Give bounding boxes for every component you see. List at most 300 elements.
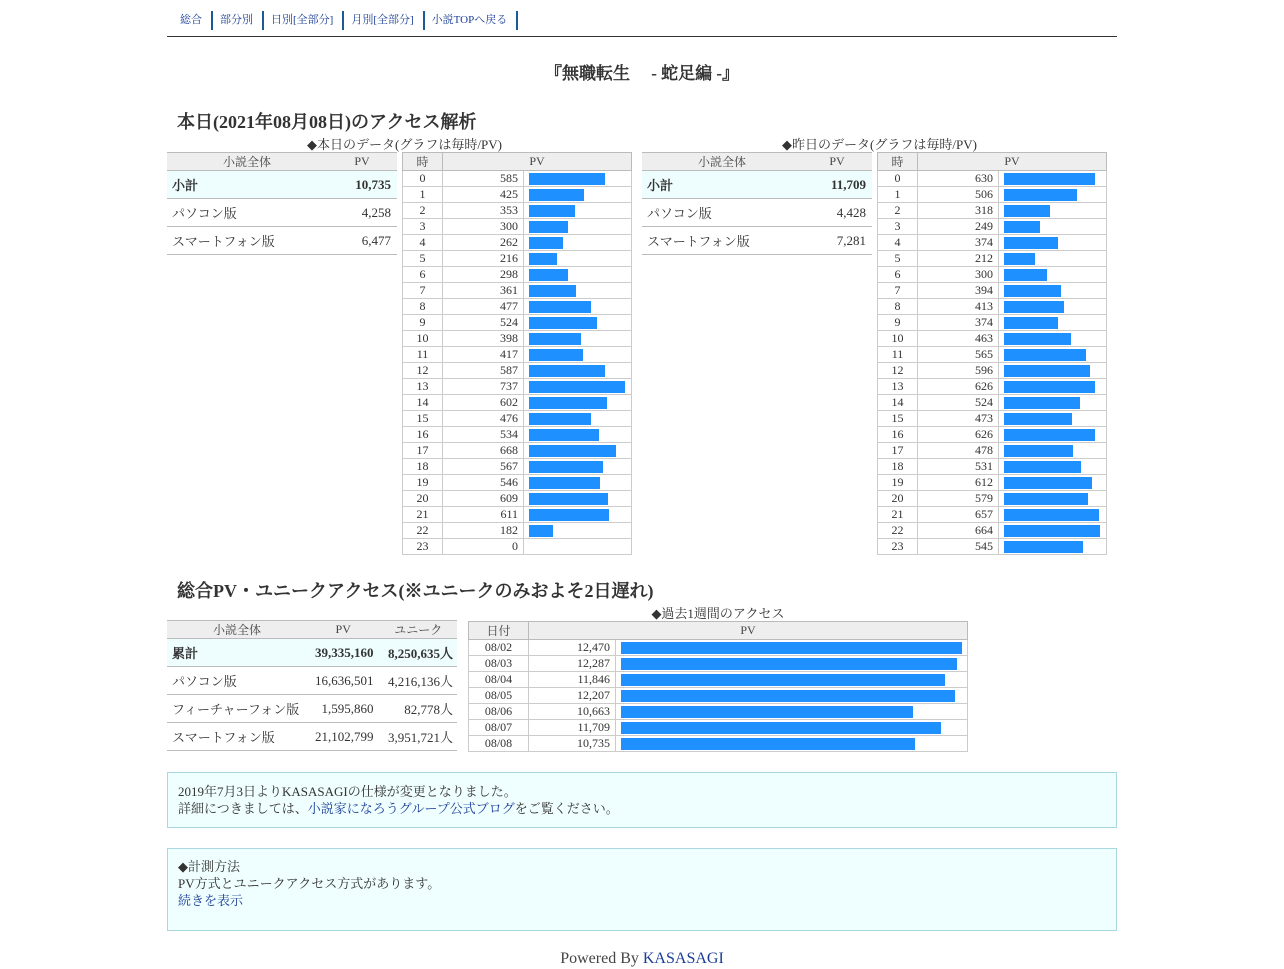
hour-cell: 08/07	[469, 720, 529, 736]
pv-cell: 524	[918, 395, 999, 411]
total-row	[167, 667, 457, 695]
hourly-row	[403, 427, 632, 443]
pv-cell: 668	[443, 443, 524, 459]
hour-cell: 7	[403, 283, 443, 299]
hour-cell: 19	[403, 475, 443, 491]
today-hourly-table	[402, 152, 632, 555]
pv-cell: 478	[918, 443, 999, 459]
pv-bar	[529, 509, 609, 521]
summary-cell: 11,709	[802, 171, 872, 199]
pv-bar	[529, 493, 608, 505]
total-row	[167, 639, 457, 667]
summary-cell: 小計	[642, 171, 802, 199]
nav-link-3[interactable]: 月別[全部分]	[344, 11, 424, 30]
today-heading: 本日(2021年08月08日)のアクセス解析	[177, 112, 477, 132]
bar-cell	[999, 251, 1107, 267]
pv-cell: 596	[918, 363, 999, 379]
pv-bar	[529, 445, 616, 457]
hour-cell: 6	[878, 267, 918, 283]
method-box	[167, 848, 1117, 931]
total-header-cell: 小説全体	[167, 621, 307, 639]
pv-bar	[1004, 285, 1061, 297]
hour-cell: 8	[878, 299, 918, 315]
hourly-header-row	[469, 622, 968, 640]
bar-cell	[524, 363, 632, 379]
notice-line2	[178, 800, 1106, 817]
pv-bar	[621, 690, 955, 702]
total-header-row	[167, 621, 457, 639]
pv-bar	[529, 365, 605, 377]
pv-cell: 398	[443, 331, 524, 347]
pv-bar	[529, 189, 584, 201]
hour-cell: 3	[403, 219, 443, 235]
total-table	[167, 620, 457, 751]
pv-bar	[1004, 509, 1099, 521]
hourly-row	[403, 299, 632, 315]
hourly-row	[403, 251, 632, 267]
hour-cell: 17	[403, 443, 443, 459]
summary-cell: 小計	[167, 171, 327, 199]
hourly-row	[469, 640, 968, 656]
kasasagi-link[interactable]: KASASAGI	[642, 950, 724, 967]
yesterday-summary-table	[642, 152, 872, 255]
hourly-row	[403, 235, 632, 251]
total-cell: 3,951,721人	[379, 723, 457, 751]
pv-bar	[621, 722, 941, 734]
hour-cell: 15	[403, 411, 443, 427]
nav-link-2[interactable]: 日別[全部分]	[264, 11, 344, 30]
hourly-row	[403, 347, 632, 363]
hourly-row	[878, 411, 1107, 427]
pv-cell: 249	[918, 219, 999, 235]
hourly-row	[403, 315, 632, 331]
bar-cell	[999, 219, 1107, 235]
bar-cell	[524, 507, 632, 523]
bar-cell	[524, 187, 632, 203]
pv-cell: 506	[918, 187, 999, 203]
pv-cell: 12,207	[529, 688, 616, 704]
hour-cell: 18	[403, 459, 443, 475]
pv-bar	[529, 461, 603, 473]
pv-cell: 463	[918, 331, 999, 347]
bar-cell	[524, 475, 632, 491]
bar-cell	[524, 203, 632, 219]
footer	[167, 950, 1117, 968]
pv-bar	[1004, 173, 1095, 185]
bar-cell	[524, 411, 632, 427]
bar-cell	[524, 331, 632, 347]
pv-cell: 630	[918, 171, 999, 187]
hour-cell: 2	[878, 203, 918, 219]
notice-line1: 2019年7月3日よりKASASAGIの仕様が変更となりました。	[178, 784, 517, 799]
pv-cell: 12,287	[529, 656, 616, 672]
bar-cell	[524, 379, 632, 395]
pv-cell: 626	[918, 427, 999, 443]
pv-bar	[529, 301, 591, 313]
yesterday-hourly-table	[877, 152, 1107, 555]
bar-cell	[524, 283, 632, 299]
hour-cell: 08/03	[469, 656, 529, 672]
bar-cell	[999, 347, 1107, 363]
pv-cell: 300	[443, 219, 524, 235]
pv-cell: 11,846	[529, 672, 616, 688]
bar-cell	[616, 656, 968, 672]
bar-cell	[999, 235, 1107, 251]
hour-cell: 9	[403, 315, 443, 331]
hourly-row	[878, 267, 1107, 283]
summary-cell: スマートフォン版	[642, 227, 802, 255]
nav-link-1[interactable]: 部分別	[213, 11, 264, 30]
hour-cell: 11	[403, 347, 443, 363]
pv-bar	[529, 333, 581, 345]
pv-cell: 182	[443, 523, 524, 539]
nav-link-4[interactable]: 小説TOPへ戻る	[425, 11, 519, 30]
hour-cell: 1	[403, 187, 443, 203]
pv-cell: 546	[443, 475, 524, 491]
hour-cell: 15	[878, 411, 918, 427]
bar-cell	[524, 427, 632, 443]
pv-cell: 476	[443, 411, 524, 427]
hourly-row	[878, 187, 1107, 203]
hourly-row	[403, 283, 632, 299]
hourly-row	[403, 411, 632, 427]
pv-bar	[1004, 189, 1077, 201]
hourly-row	[878, 523, 1107, 539]
hourly-row	[403, 507, 632, 523]
total-cell: 累計	[167, 639, 307, 667]
hour-cell: 13	[403, 379, 443, 395]
bar-cell	[616, 736, 968, 752]
total-header-cell: ユニーク	[379, 621, 457, 639]
hour-cell: 8	[403, 299, 443, 315]
pv-bar	[1004, 301, 1064, 313]
pv-bar	[529, 429, 599, 441]
pv-cell: 318	[918, 203, 999, 219]
hour-cell: 6	[403, 267, 443, 283]
hourly-row	[878, 331, 1107, 347]
total-cell: スマートフォン版	[167, 723, 307, 751]
pv-cell: 417	[443, 347, 524, 363]
notice-text: 詳細につきましては、	[178, 801, 308, 816]
pv-cell: 602	[443, 395, 524, 411]
hourly-row	[878, 379, 1107, 395]
pv-bar	[1004, 365, 1090, 377]
hour-cell: 4	[403, 235, 443, 251]
pv-bar	[1004, 493, 1088, 505]
hourly-row	[878, 459, 1107, 475]
pv-cell: 361	[443, 283, 524, 299]
pv-cell: 534	[443, 427, 524, 443]
bar-cell	[524, 539, 632, 555]
pv-cell: 262	[443, 235, 524, 251]
summary-header-cell: PV	[802, 153, 872, 171]
summary-row	[642, 227, 872, 255]
pv-bar	[529, 413, 591, 425]
bar-cell	[524, 267, 632, 283]
hour-cell: 22	[878, 523, 918, 539]
method-text: PV方式とユニークアクセス方式があります。	[178, 876, 441, 891]
pv-cell: 374	[918, 315, 999, 331]
hour-cell: 21	[878, 507, 918, 523]
total-cell: パソコン版	[167, 667, 307, 695]
bar-cell	[999, 267, 1107, 283]
hourly-row	[878, 475, 1107, 491]
bar-cell	[999, 395, 1107, 411]
bar-cell	[999, 315, 1107, 331]
hour-cell: 19	[878, 475, 918, 491]
bar-cell	[524, 395, 632, 411]
pv-bar	[1004, 205, 1050, 217]
hourly-row	[469, 704, 968, 720]
bar-cell	[999, 523, 1107, 539]
hourly-header-cell: 時	[403, 153, 443, 171]
pv-bar	[529, 173, 605, 185]
pv-cell: 425	[443, 187, 524, 203]
pv-cell: 374	[918, 235, 999, 251]
week-caption: ◆過去1週間のアクセス	[651, 606, 785, 621]
bar-cell	[524, 491, 632, 507]
hourly-header-cell: 日付	[469, 622, 529, 640]
pv-bar	[1004, 429, 1095, 441]
total-cell: フィーチャーフォン版	[167, 695, 307, 723]
pv-bar	[1004, 477, 1092, 489]
bar-cell	[616, 688, 968, 704]
hourly-row	[878, 347, 1107, 363]
pv-cell: 300	[918, 267, 999, 283]
pv-cell: 212	[918, 251, 999, 267]
week-table	[468, 621, 968, 752]
summary-cell: 6,477	[327, 227, 397, 255]
hour-cell: 10	[403, 331, 443, 347]
hour-cell: 12	[878, 363, 918, 379]
hour-cell: 0	[403, 171, 443, 187]
pv-cell: 626	[918, 379, 999, 395]
pv-cell: 611	[443, 507, 524, 523]
pv-bar	[529, 237, 563, 249]
total-cell: 8,250,635人	[379, 639, 457, 667]
nav-link-0[interactable]: 総合	[173, 11, 213, 30]
summary-cell: パソコン版	[167, 199, 327, 227]
hourly-header-cell: PV	[529, 622, 968, 640]
pv-bar	[529, 477, 600, 489]
bar-cell	[999, 539, 1107, 555]
summary-header-cell: 小説全体	[642, 153, 802, 171]
hour-cell: 08/08	[469, 736, 529, 752]
hour-cell: 21	[403, 507, 443, 523]
hourly-row	[469, 656, 968, 672]
total-cell: 4,216,136人	[379, 667, 457, 695]
pv-bar	[529, 317, 597, 329]
hourly-header-cell: PV	[918, 153, 1107, 171]
hour-cell: 11	[878, 347, 918, 363]
pv-bar	[529, 205, 575, 217]
hourly-row	[403, 219, 632, 235]
pv-bar	[1004, 333, 1071, 345]
bar-cell	[524, 315, 632, 331]
hourly-row	[403, 331, 632, 347]
hourly-header-cell: 時	[878, 153, 918, 171]
pv-bar	[1004, 381, 1095, 393]
bar-cell	[999, 475, 1107, 491]
hour-cell: 3	[878, 219, 918, 235]
bar-cell	[999, 187, 1107, 203]
summary-row	[642, 199, 872, 227]
bar-cell	[999, 363, 1107, 379]
pv-bar	[529, 221, 568, 233]
total-row	[167, 723, 457, 751]
pv-cell: 11,709	[529, 720, 616, 736]
summary-cell: スマートフォン版	[167, 227, 327, 255]
method-title: ◆計測方法	[178, 859, 240, 874]
summary-header-row	[642, 153, 872, 171]
pv-bar	[621, 706, 913, 718]
bar-cell	[999, 379, 1107, 395]
hour-cell: 4	[878, 235, 918, 251]
pv-bar	[621, 738, 915, 750]
pv-cell: 298	[443, 267, 524, 283]
bar-cell	[999, 411, 1107, 427]
pv-bar	[1004, 269, 1047, 281]
pv-cell: 477	[443, 299, 524, 315]
hour-cell: 5	[878, 251, 918, 267]
hourly-row	[403, 267, 632, 283]
summary-header-cell: PV	[327, 153, 397, 171]
bar-cell	[999, 491, 1107, 507]
summary-row	[642, 171, 872, 199]
pv-bar	[529, 381, 625, 393]
pv-bar	[529, 525, 553, 537]
bar-cell	[524, 171, 632, 187]
hourly-row	[878, 203, 1107, 219]
pv-bar	[1004, 541, 1083, 553]
hour-cell: 23	[878, 539, 918, 555]
pv-cell: 353	[443, 203, 524, 219]
pv-cell: 531	[918, 459, 999, 475]
hourly-row	[403, 171, 632, 187]
hour-cell: 14	[878, 395, 918, 411]
hourly-row	[469, 672, 968, 688]
hourly-row	[878, 507, 1107, 523]
footer-text: Powered By	[560, 950, 643, 967]
hour-cell: 23	[403, 539, 443, 555]
pv-cell: 545	[918, 539, 999, 555]
pv-cell: 664	[918, 523, 999, 539]
summary-header-row	[167, 153, 397, 171]
hourly-row	[469, 688, 968, 704]
pv-bar	[1004, 461, 1081, 473]
pv-bar	[529, 253, 557, 265]
hour-cell: 08/06	[469, 704, 529, 720]
pv-cell: 473	[918, 411, 999, 427]
today-summary-table	[167, 152, 397, 255]
hour-cell: 20	[403, 491, 443, 507]
pv-cell: 579	[918, 491, 999, 507]
pv-bar	[1004, 397, 1080, 409]
pv-cell: 737	[443, 379, 524, 395]
pv-bar	[1004, 445, 1073, 457]
hour-cell: 5	[403, 251, 443, 267]
hourly-row	[403, 491, 632, 507]
bar-cell	[999, 459, 1107, 475]
notice-box	[167, 772, 1117, 828]
pv-cell: 567	[443, 459, 524, 475]
hour-cell: 16	[403, 427, 443, 443]
pv-cell: 0	[443, 539, 524, 555]
pv-bar	[1004, 525, 1100, 537]
hour-cell: 08/04	[469, 672, 529, 688]
total-cell: 39,335,160	[307, 639, 379, 667]
summary-cell: 7,281	[802, 227, 872, 255]
bar-cell	[524, 459, 632, 475]
total-cell: 82,778人	[379, 695, 457, 723]
total-cell: 16,636,501	[307, 667, 379, 695]
bar-cell	[999, 443, 1107, 459]
summary-cell: 4,258	[327, 199, 397, 227]
bar-cell	[999, 283, 1107, 299]
pv-bar	[1004, 413, 1072, 425]
bar-cell	[524, 235, 632, 251]
pv-cell: 394	[918, 283, 999, 299]
pv-cell: 585	[443, 171, 524, 187]
show-more-link[interactable]: 続きを表示	[178, 893, 244, 908]
pv-bar	[1004, 237, 1058, 249]
summary-row	[167, 199, 397, 227]
hourly-row	[403, 523, 632, 539]
hour-cell: 08/02	[469, 640, 529, 656]
pv-cell: 524	[443, 315, 524, 331]
total-header-cell: PV	[307, 621, 379, 639]
hourly-row	[403, 395, 632, 411]
bar-cell	[524, 523, 632, 539]
hourly-row	[878, 315, 1107, 331]
bar-cell	[524, 219, 632, 235]
summary-header-cell: 小説全体	[167, 153, 327, 171]
bar-cell	[524, 443, 632, 459]
hourly-row	[878, 427, 1107, 443]
page-title: 『無職転生 - 蛇足編 -』	[544, 64, 740, 83]
hour-cell: 13	[878, 379, 918, 395]
pv-bar	[621, 658, 957, 670]
hour-cell: 14	[403, 395, 443, 411]
pv-bar	[621, 642, 962, 654]
hourly-header-row	[403, 153, 632, 171]
hour-cell: 08/05	[469, 688, 529, 704]
hourly-row	[878, 363, 1107, 379]
hourly-row	[403, 203, 632, 219]
total-cell: 1,595,860	[307, 695, 379, 723]
pv-cell: 216	[443, 251, 524, 267]
bar-cell	[616, 672, 968, 688]
hour-cell: 1	[878, 187, 918, 203]
hourly-row	[878, 251, 1107, 267]
hourly-row	[878, 235, 1107, 251]
hourly-row	[403, 443, 632, 459]
summary-cell: 10,735	[327, 171, 397, 199]
bar-cell	[524, 347, 632, 363]
hour-cell: 16	[878, 427, 918, 443]
bar-cell	[999, 171, 1107, 187]
today-caption: ◆本日のデータ(グラフは毎時/PV)	[307, 137, 502, 152]
blog-link[interactable]: 小説家になろうグループ公式ブログ	[307, 801, 515, 816]
hour-cell: 20	[878, 491, 918, 507]
bar-cell	[616, 720, 968, 736]
yesterday-caption: ◆昨日のデータ(グラフは毎時/PV)	[782, 137, 977, 152]
hourly-row	[878, 171, 1107, 187]
hour-cell: 22	[403, 523, 443, 539]
hourly-row	[469, 736, 968, 752]
bar-cell	[616, 704, 968, 720]
total-row	[167, 695, 457, 723]
